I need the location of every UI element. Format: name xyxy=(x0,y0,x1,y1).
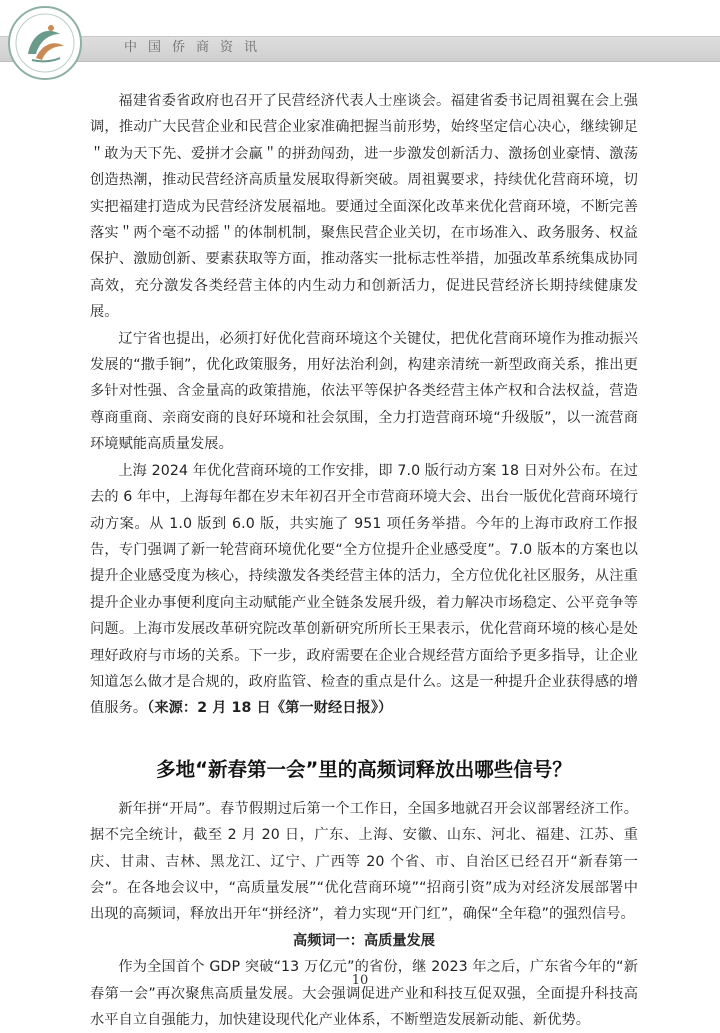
logo-emblem-icon xyxy=(6,4,84,82)
paragraph-intro: 新年拼“开局”。春节假期过后第一个工作日，全国多地就召开会议部署经济工作。据不完全统计，截至 2 月 20 日，广东、上海、安徽、山东、河北、福建、江苏、重庆、甘肃、吉林、黑龙江、辽宁、广西等 20 个省、市、自治区已经召开“新春第一会”。在各地会议中，“高质量发展”“优化营商环境”“招商引资”成为对经济发展部署中出现的高频词，释放出开年“拼经济”，着力实现“开门红”，确保“全年稳”的强烈信号。 xyxy=(90,800,638,923)
page-number: 10 xyxy=(351,973,369,988)
article-body xyxy=(90,88,638,1033)
paragraph-guangdong: 作为全国首个 GDP 突破“13 万亿元”的省份，继 2023 年之后，广东省今年的“新春第一会”再次聚焦高质量发展。大会强调促进产业和科技互促双强，全面提升科技高水平自立自强能力，加快建设现代化产业体系，不断塑造发展新动能、新优势。 xyxy=(90,959,638,1028)
source-note: （来源：2 月 18 日《第一财经日报》） xyxy=(147,700,393,717)
paragraph-shanghai xyxy=(90,458,638,722)
header-title: 中国侨商资讯 xyxy=(124,40,269,55)
paragraph-fujian: 福建省委省政府也召开了民营经济代表人士座谈会。福建省委书记周祖翼在会上强调，推动广大民营企业和民营企业家准确把握当前形势，始终坚定信心决心，继续铆足＂敢为天下先、爱拼才会赢＂的拼劲闯劲，进一步激发创新活力、激扬创业豪情、激荡创造热潮，推动民营经济高质量发展取得新突破。周祖翼要求，持续优化营商环境，切实把福建打造成为民营经济发展福地。要通过全面深化改革来优化营商环境，不断完善落实＂两个毫不动摇＂的体制机制，聚焦民营企业关切，在市场准入、政务服务、权益保护、激励创新、要素获取等方面，推动落实一批标志性举措，加强改革系统集成协同高效，充分激发各类经营主体的内生动力和创新活力，促进民营经济长期持续健康发展。 xyxy=(90,93,638,321)
header-band xyxy=(0,36,720,62)
subheading: 高频词一：高质量发展 xyxy=(293,932,435,949)
paragraph-liaoning: 辽宁省也提出，必须打好优化营商环境这个关键仗，把优化营商环境作为推动振兴发展的“撒手锏”，优化政策服务，用好法治利剑，构建亲清统一新型政商关系，推出更多针对性强、含金量高的政策措施，依法平等保护各类经营主体产权和合法权益，营造尊商重商、亲商安商的良好环境和社会氛围，全力打造营商环境“升级版”，以一流营商环境赋能高质量发展。 xyxy=(90,330,638,453)
section-title: 多地“新春第一会”里的高频词释放出哪些信号？ xyxy=(156,757,572,781)
paragraph-shanghai-text: 上海 2024 年优化营商环境的工作安排，即 7.0 版行动方案 18 日对外公布。在过去的 6 年中，上海每年都在岁末年初召开全市营商环境大会、出台一版优化营商环境行动方案。从 1.0 版到 6.0 版，共实施了 951 项任务举措。今年的上海市政府工作报告，专门强调了新一轮营商环境优化要“全方位提升企业感受度”。7.0 版本的方案也以提升企业感受度为核心，持续激发各类经营主体的活力，全方位优化社区服务，从注重提升企业办事便利度向主动赋能产业全链条发展升级，着力解决市场稳定、公平竞争等问题。上海市发展改革研究院改革创新研究所所长王果表示，优化营商环境的核心是处理好政府与市场的关系。下一步，政府需要在企业合规经营方面给予更多指导，让企业知道怎么做才是合规的，政府监管、检查的重点是什么。这是一种提升企业获得感的增值服务。 xyxy=(90,462,639,717)
